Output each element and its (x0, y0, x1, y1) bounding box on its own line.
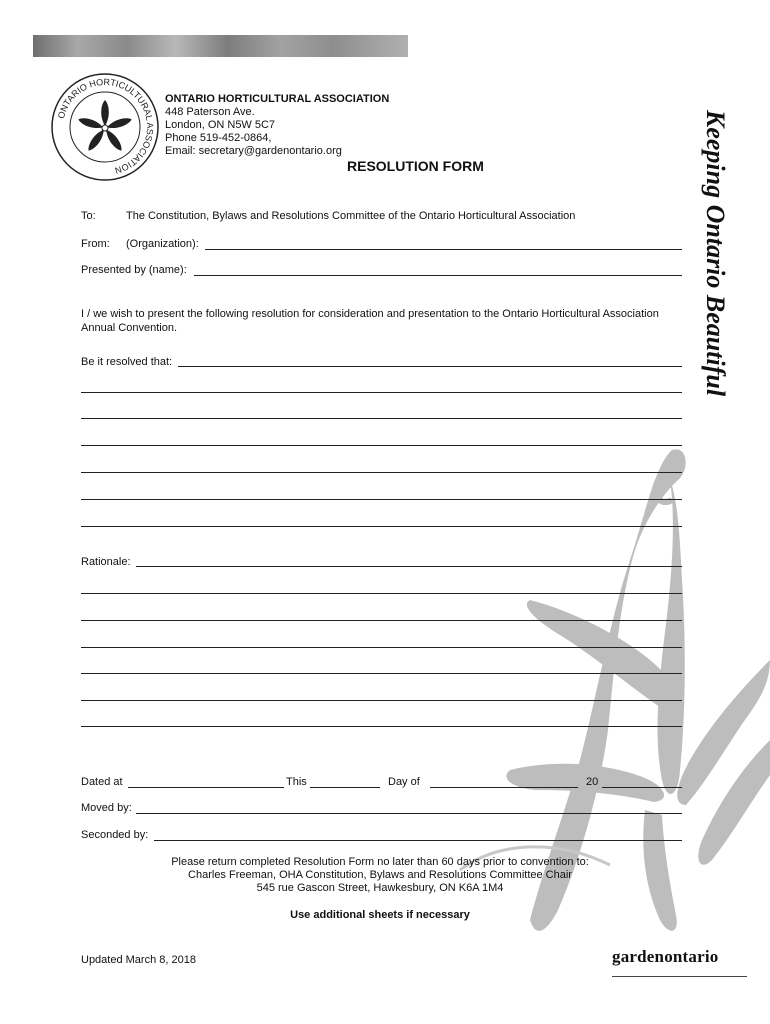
header-banner-image (33, 35, 408, 57)
resolved-line[interactable] (81, 472, 682, 473)
association-seal-logo (50, 72, 160, 182)
return-line-1: Please return completed Resolution Form no later than 60 days prior to convention to: (171, 856, 589, 868)
rationale-label: Rationale: (81, 556, 131, 568)
organization-label: (Organization): (126, 238, 199, 250)
resolved-line[interactable] (81, 526, 682, 527)
moved-by-field[interactable] (136, 813, 682, 814)
seconded-by-field[interactable] (154, 840, 682, 841)
gardenontario-logo: gardenontario (612, 947, 719, 966)
rationale-line[interactable] (81, 726, 682, 727)
rationale-line[interactable] (81, 647, 682, 648)
to-value: The Constitution, Bylaws and Resolutions Committee of the Ontario Horticultural Association (126, 210, 576, 222)
intro-text-line-1: I / we wish to present the following resolution for consideration and presentation to the Ontario Horticultural Association (81, 308, 659, 320)
return-instructions (70, 856, 690, 895)
to-label: To: (81, 210, 96, 222)
year-field[interactable] (602, 787, 682, 788)
address-line-1: 448 Paterson Ave. (165, 106, 255, 118)
email-line: Email: secretary@gardenontario.org (165, 145, 342, 157)
org-name: ONTARIO HORTICULTURAL ASSOCIATION (165, 93, 390, 105)
organization-field[interactable] (205, 249, 682, 250)
dated-at-label: Dated at (81, 776, 123, 788)
updated-date: Updated March 8, 2018 (81, 954, 196, 966)
form-title: RESOLUTION FORM (347, 158, 484, 174)
additional-sheets-note: Use additional sheets if necessary (290, 909, 470, 921)
resolved-line[interactable] (81, 418, 682, 419)
resolved-line[interactable] (81, 445, 682, 446)
day-of-label: Day of (388, 776, 420, 788)
address-line-2: London, ON N5W 5C7 (165, 119, 276, 131)
resolved-line[interactable] (81, 499, 682, 500)
dated-at-field[interactable] (128, 787, 284, 788)
return-line-2: Charles Freeman, OHA Constitution, Bylaws and Resolutions Committee Chair (188, 869, 572, 881)
this-label: This (286, 776, 307, 788)
resolved-label: Be it resolved that: (81, 356, 173, 368)
presented-by-label: Presented by (name): (81, 264, 187, 276)
year-prefix-label: 20 (586, 776, 599, 788)
month-field[interactable] (430, 787, 578, 788)
presented-by-field[interactable] (194, 275, 682, 276)
seconded-by-label: Seconded by: (81, 829, 149, 841)
phone-line: Phone 519-452-0864, (165, 132, 272, 144)
seal-text: ONTARIO HORTICULTURAL ASSOCIATION (55, 76, 156, 176)
rationale-line[interactable] (81, 620, 682, 621)
resolved-line[interactable] (81, 392, 682, 393)
rationale-line[interactable] (81, 700, 682, 701)
rationale-field[interactable] (136, 566, 682, 567)
this-day-field[interactable] (310, 787, 380, 788)
moved-by-label: Moved by: (81, 802, 132, 814)
resolved-field[interactable] (178, 366, 682, 367)
from-label: From: (81, 238, 110, 250)
slogan-vertical: Keeping Ontario Beautiful (701, 110, 730, 397)
logo-underline (612, 976, 747, 977)
return-line-3: 545 rue Gascon Street, Hawkesbury, ON K6A 1M4 (256, 882, 504, 894)
intro-text-line-2: Annual Convention. (81, 322, 178, 334)
rationale-line[interactable] (81, 593, 682, 594)
org-address-block (165, 93, 389, 158)
rationale-line[interactable] (81, 673, 682, 674)
